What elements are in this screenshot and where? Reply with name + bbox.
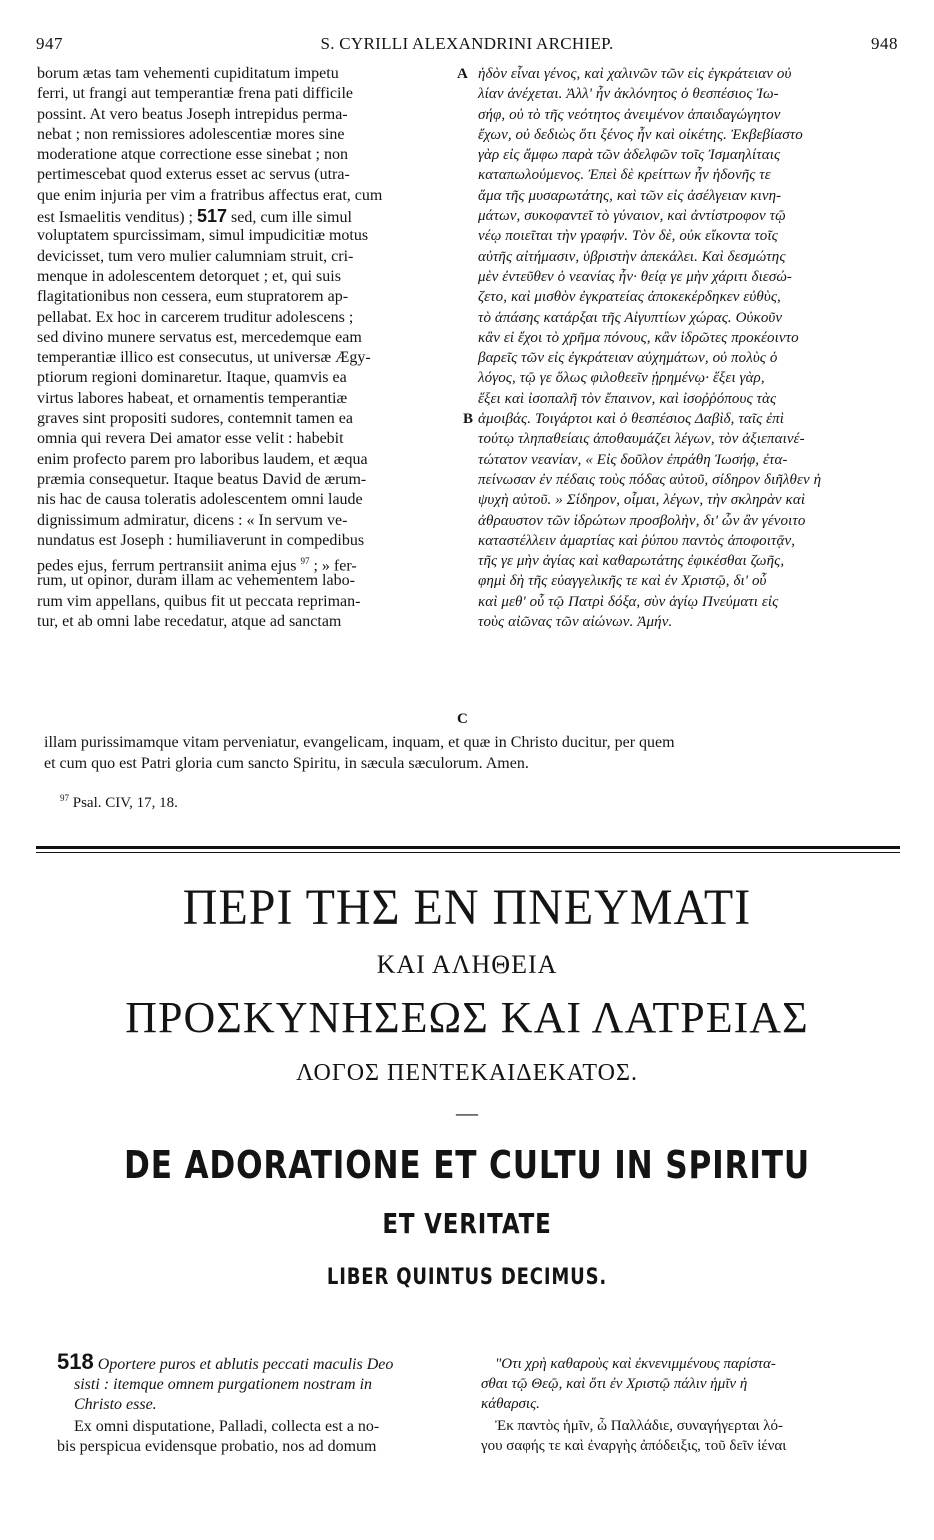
chapter-latin	[57, 1349, 473, 1457]
latin-book-number: LIBER QUINTUS DECIMUS.	[326, 1265, 608, 1290]
closing-line: et cum quo est Patri gloria cum sancto Spiritu, in sæcula sæculorum. Amen.	[44, 755, 529, 772]
text-line: τούτῳ τληπαθείαις ἀποθαυμάζει λέγων, τὸν ἀξιεπαινέ-	[478, 431, 805, 448]
text-line: possint. At vero beatus Joseph intrepidus perma-	[37, 105, 348, 123]
text-line: λόγος, τῷ γε ὅλως φιλοθεεῖν ᾑρημένῳ· ἕξει γὰρ,	[478, 370, 765, 387]
running-header	[36, 34, 898, 54]
text-line-with-note	[37, 551, 467, 575]
text-line: μάτων, συκοφαντεῖ τὸ γύναιον, καὶ ἀντίστροφον τῷ	[478, 208, 786, 225]
text-line: γου σαφής τε καὶ ἐναργὴς ἀπόδειξις, τοῦ δεῖν ἰέναι	[481, 1438, 787, 1454]
text-line: καταπωλούμενος. Ἐπεὶ δὲ κρείττων ἦν ἡδονῆς τε	[478, 167, 771, 184]
chapter-summary-line: Christo esse.	[74, 1396, 157, 1413]
text-segment: est Ismaelitis venditus) ;	[37, 209, 193, 227]
column-number: 517	[196, 206, 228, 227]
text-line: Ἐκ παντὸς ἡμῖν, ὦ Παλλάδιε, συναγήγερται λό-	[495, 1418, 784, 1434]
text-line: rum vim appellans, quibus fit ut peccata repriman-	[37, 592, 361, 610]
footnote-reference: 97	[300, 556, 310, 567]
chapter-body	[57, 1417, 473, 1457]
text-line: ἔχων, οὐ δεδιὼς ὅτι ξένος ἦν καὶ οἰκέτης. Ἐκβεβίαστο	[478, 126, 803, 143]
text-line: graves sint propositi sudores, contemnit tamen ea	[37, 410, 353, 428]
text-line: devicisset, tum vero mulier calumniam struit, cri-	[37, 247, 354, 265]
text-line: πείνωσαν ἐν πέδαις τοὺς πόδας αὐτοῦ, σίδηρον διῆλθεν ἡ	[478, 471, 822, 488]
text-line: menque in adolescentem detorquet ; et, qui suis	[37, 267, 341, 285]
text-line: αὐτῆς αἰτήμασιν, ὑβριστὴν ἀπεκάλει. Καὶ δεσμώτης	[478, 248, 786, 265]
text-line: enim profecto parem pro laboribus laudem, et æqua	[37, 450, 368, 468]
section-marker-b: B	[463, 411, 474, 427]
text-line: σήφ, οὐ τὸ τῆς νεότητος ἀνειμένον ἀπαιδαγώγητον	[478, 106, 781, 123]
text-line: voluptatem spurcissimam, simul impudicitiæ motus	[37, 227, 369, 245]
text-line: que enim injuria per vim a fratribus affectus erat, cum	[37, 186, 383, 204]
text-line: nebat ; non remissiores adolescentiæ mores sine	[37, 125, 345, 143]
chapter-summary: Oportere puros et ablutis peccati maculis Deo	[97, 1356, 394, 1373]
chapter-greek	[481, 1354, 899, 1456]
text-line: ζετο, καὶ μισθὸν ἐγκρατείας ἀποκεκέρδηκεν εὐθὺς,	[478, 289, 781, 306]
greek-title-line-2: ΚΑΙ ΑΛΗΘΕΙΑ	[376, 950, 558, 979]
footnote-text: Psal. CIV, 17, 18.	[72, 795, 178, 811]
text-line: flagitationibus non cessera, eum stupratorem ap-	[37, 288, 349, 306]
text-line: ἀθραυστον τῶν ἱδρώτων προσβολὴν, δι' ὧν ἂν γένοιτο	[478, 512, 806, 529]
chapter-summary-line: κάθαρσις.	[481, 1396, 540, 1412]
text-segment: sed, cum ille simul	[231, 209, 352, 227]
latin-column	[37, 64, 467, 632]
text-line: τοὺς αἰῶνας τῶν αἰώνων. Ἀμήν.	[478, 614, 673, 631]
chapter-summary-first-line	[57, 1349, 473, 1375]
text-line: καὶ μεθ' οὗ τῷ Πατρὶ δόξα, σὺν ἁγίῳ Πνεύματι εἰς	[478, 593, 779, 610]
text-line: Ex omni disputatione, Palladi, collecta est a no-	[74, 1418, 380, 1435]
running-title: S. CYRILLI ALEXANDRINI ARCHIEP.	[320, 34, 614, 53]
right-page-number: 948	[871, 34, 898, 53]
text-line: μὲν ἐντεῦθεν ὁ νεανίας ἦν· θείᾳ γε μὴν χάριτι διεσώ-	[478, 268, 793, 285]
left-page-number: 947	[36, 34, 63, 53]
text-line: ἡδὸν εἶναι γένος, καὶ χαλινῶν τῶν εἰς ἐγκράτειαν οὐ	[478, 66, 792, 82]
chapter-body	[481, 1416, 899, 1456]
text-line-with-column-number	[37, 206, 467, 226]
text-line: τῆς γε μὴν ἁγίας καὶ καθαρωτάτης ἐφικέσθαι ζωῆς,	[478, 553, 785, 570]
text-line: φημὶ δὴ τῆς εὐαγγελικῆς τε καὶ ἐν Χριστῷ, δι' οὗ	[478, 573, 767, 590]
greek-column	[478, 64, 898, 632]
text-line: pellabat. Ex hoc in carcerem truditur adolescens ;	[37, 308, 354, 326]
text-line: ψυχὴ αὐτοῦ. » Σίδηρον, οἶμαι, λέγων, τὴν σκληρὰν καὶ	[478, 492, 806, 509]
text-line: borum ætas tam vehementi cupiditatum impetu	[37, 65, 339, 82]
text-line: rum, ut opinor, duram illam ac vehementem labo-	[37, 572, 355, 590]
greek-title-line-1: ΠΕΡΙ ΤΗΣ ΕΝ ΠΝΕΥΜΑΤΙ	[182, 879, 752, 936]
text-line: nis hac de causa toleratis adolescentem omni laude	[37, 491, 363, 509]
chapter-summary-line: "Οτι χρὴ καθαροὺς καὶ ἐκνενιμμένους παρίστα-	[495, 1356, 776, 1372]
chapter-summary-line: σθαι τῷ Θεῷ, καὶ ὅτι ἐν Χριστῷ πάλιν ἡμῖν ἡ	[481, 1376, 748, 1392]
text-line: omnia qui revera Dei amator esse velit : habebit	[37, 430, 344, 448]
text-line: γὰρ εἰς ἄμφω παρὰ τῶν ἀδελφῶν τοῖς Ἰσμαηλίταις	[478, 147, 781, 164]
text-line: λίαν ἀνέχεται. Ἀλλ' ἦν ἀκλόνητος ὁ θεσπέσιος Ἰω-	[478, 86, 779, 103]
latin-title-line-2: ET VERITATE	[382, 1207, 552, 1240]
text-line: καταστέλλειν ἁμαρτίας καὶ ῥύπου παντὸς ἀποφοιτᾷν,	[478, 532, 796, 549]
title-separator: —	[456, 1100, 478, 1125]
text-line: præmia consequetur. Itaque beatus David de ærum-	[37, 470, 367, 488]
text-line: nundatus est Joseph : humiliaverunt in compedibus	[37, 531, 365, 549]
text-line: τὸ ἁπάσης κατάρξαι τῆς Αἰγυπτίων χώρας. Οὐκοῦν	[478, 309, 783, 326]
text-line: ἕξει καὶ ἰσοπαλῆ τὸν ἔπαινον, καὶ ἰσοῤῥόπους τὰς	[478, 390, 777, 407]
footnote-mark: 97	[60, 793, 69, 803]
closing-line: illam purissimamque vitam perveniatur, evangelicam, inquam, et quæ in Christo ducitur, per quem	[44, 734, 675, 751]
section-marker-a: A	[457, 66, 468, 82]
text-line: sed divino munere servatus est, mercedemque eam	[37, 328, 362, 346]
text-line: dignissimum admiratur, dicens : « In servum ve-	[37, 511, 348, 529]
text-line: pertimescebat quod exterus esset ac servus (utra-	[37, 166, 350, 184]
greek-book-number: ΛΟΓΟΣ ΠΕΝΤΕΚΑΙΔΕΚΑΤΟΣ.	[296, 1060, 638, 1086]
section-divider-thin	[36, 852, 900, 853]
text-line: ἀμοιβάς. Τοιγάρτοι καὶ ὁ θεσπέσιος Δαβὶδ, ταῖς ἐπὶ	[478, 411, 785, 428]
text-line: τώτατον νεανίαν, « Εἰς δοῦλον ἐπράθη Ἰωσήφ, ἐτα-	[478, 451, 788, 468]
text-segment: ; » fer-	[313, 557, 357, 575]
text-line: moderatione atque correctione esse sinebat ; non	[37, 146, 348, 164]
text-segment: pedes ejus, ferrum pertransiit anima ejus	[37, 557, 297, 575]
text-line: βαρεῖς τῶν εἰς ἐγκράτειαν αὐχημάτων, οὐ πολὺς ὁ	[478, 350, 778, 367]
greek-title-line-3: ΠΡΟΣΚΥΝΗΣΕΩΣ ΚΑΙ ΛΑΤΡΕΙΑΣ	[125, 993, 809, 1042]
text-line: tur, et ab omni labe recedatur, atque ad sanctam	[37, 613, 342, 631]
footnote	[60, 793, 178, 812]
text-line: bis perspicua evidensque probatio, nos ad domum	[57, 1438, 377, 1455]
chapter-summary-line: sisti : itemque omnem purgationem nostram in	[74, 1376, 373, 1393]
text-line: νέῳ ποιεῖται τὴν γραφήν. Τὸν δὲ, οὐκ εἴκοντα τοῖς	[478, 228, 778, 245]
section-divider	[36, 846, 900, 849]
text-line: virtus labores habeat, et ornamentis temperantiæ	[37, 389, 348, 407]
latin-title-line-1: DE ADORATIONE ET CULTU IN SPIRITU	[124, 1143, 810, 1187]
text-line: κἂν εἰ ἔχοι τὸ χρῆμα πόνους, κἂν ἱδρῶτες προκέοιντο	[478, 329, 799, 346]
section-marker-c: C	[457, 711, 468, 727]
text-line: temperantiæ illico est consecutus, ut universæ Ægy-	[37, 349, 371, 367]
text-line: ferri, ut frangi aut temperantiæ frena pati difficile	[37, 85, 354, 103]
text-line: ἅμα τῆς μυσαρωτάτης, καὶ τῶν εἰς ἀσέλγειαν κινη-	[478, 187, 782, 204]
column-number: 518	[57, 1349, 94, 1374]
text-line: ptiorum regioni dominaretur. Itaque, quamvis ea	[37, 369, 347, 387]
